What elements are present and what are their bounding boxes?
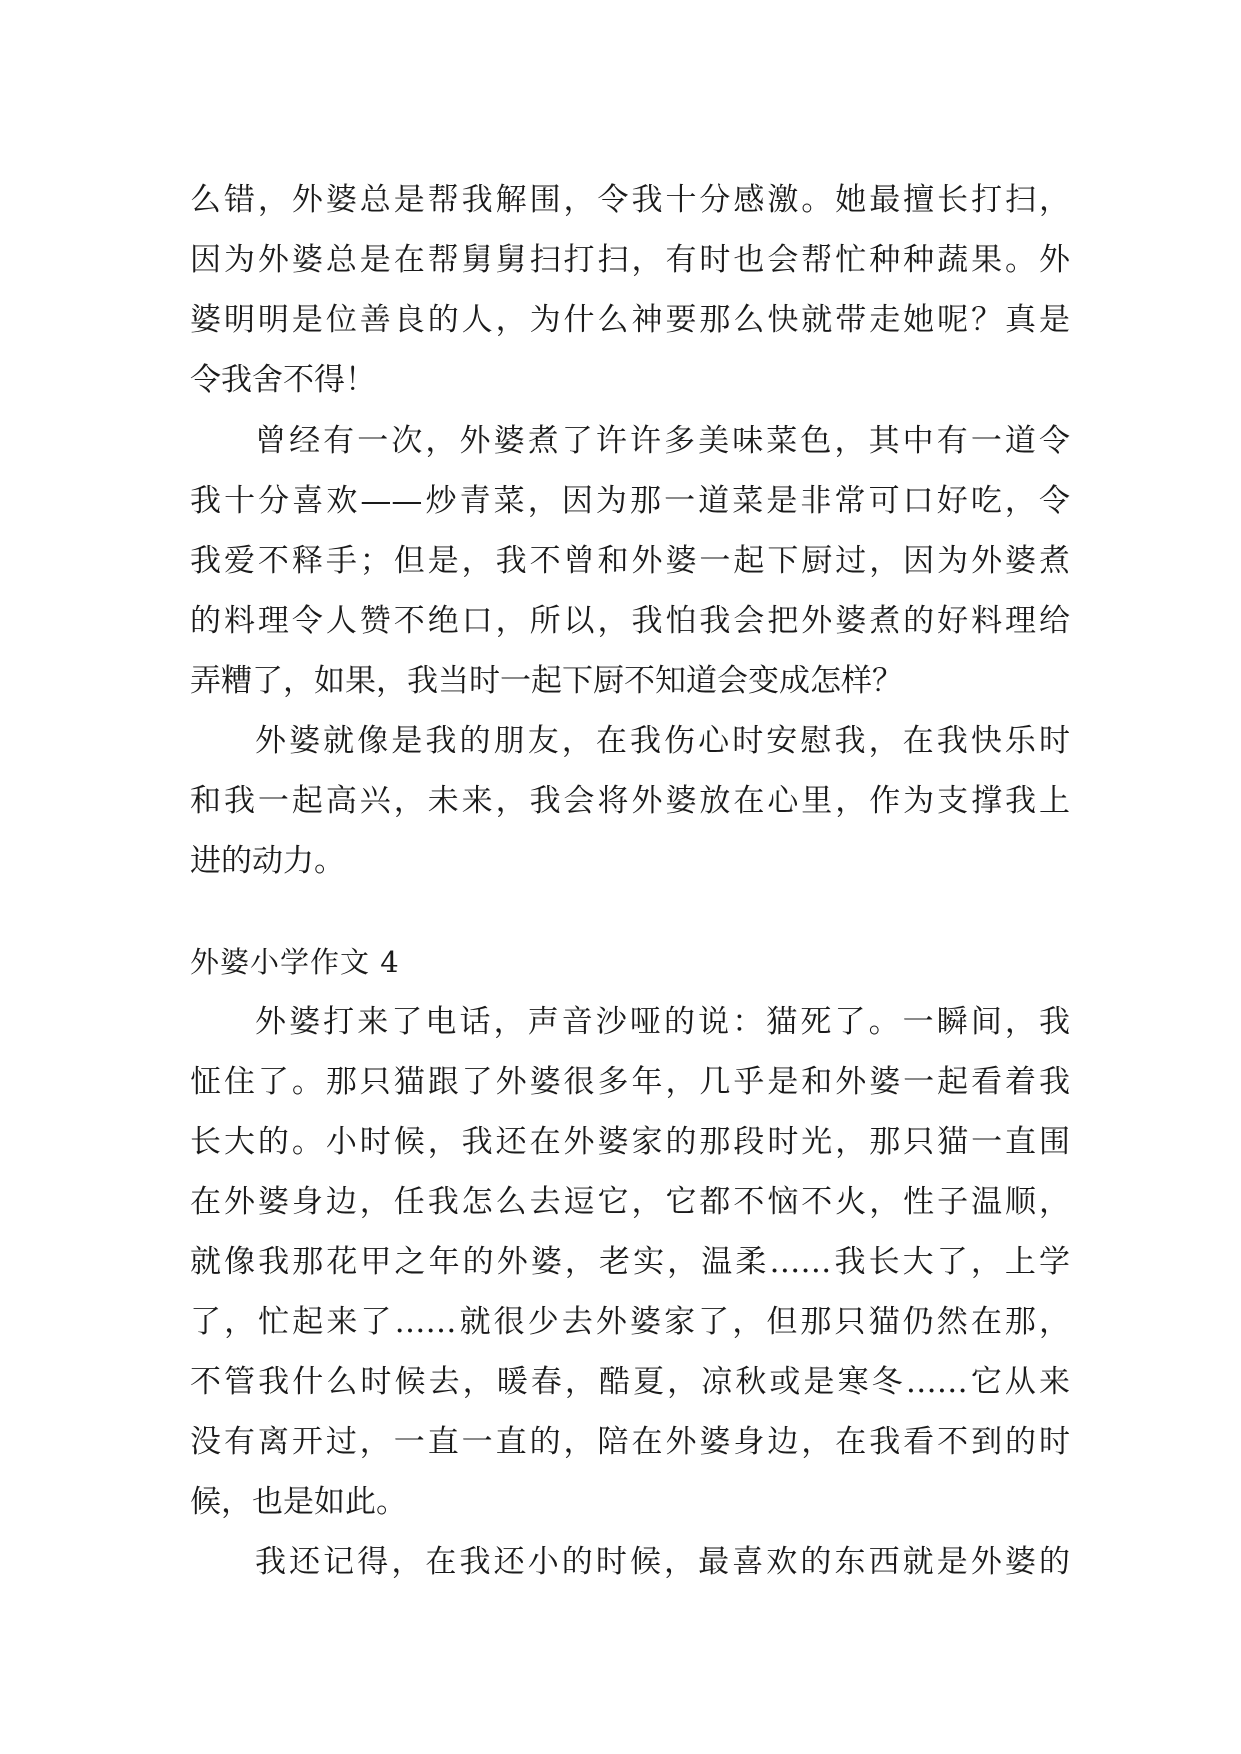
paragraph-line: 么错，外婆总是帮我解围，令我十分感激。她最擅长打扫， [190, 182, 1070, 218]
paragraph-line: 弄糟了，如果，我当时一起下厨不知道会变成怎样？ [190, 663, 903, 699]
paragraph-line: 了，忙起来了……就很少去外婆家了，但那只猫仍然在那， [190, 1304, 1070, 1340]
paragraph-line: 我还记得，在我还小的时候，最喜欢的东西就是外婆的 [255, 1544, 1070, 1580]
paragraph-line: 长大的。小时候，我还在外婆家的那段时光，那只猫一直围 [190, 1124, 1070, 1160]
paragraph-line: 婆明明是位善良的人，为什么神要那么快就带走她呢？真是 [190, 302, 1070, 338]
section-heading: 外婆小学作文 4 [190, 945, 400, 979]
paragraph-line: 令我舍不得！ [190, 362, 376, 398]
paragraph-line: 在外婆身边，任我怎么去逗它，它都不恼不火，性子温顺， [190, 1184, 1070, 1220]
paragraph-line: 不管我什么时候去，暖春，酷夏，凉秋或是寒冬……它从来 [190, 1364, 1070, 1400]
paragraph-line: 我爱不释手；但是，我不曾和外婆一起下厨过，因为外婆煮 [190, 543, 1070, 579]
paragraph-line: 进的动力。 [190, 843, 345, 879]
paragraph-line: 外婆打来了电话，声音沙哑的说：猫死了。一瞬间，我 [255, 1004, 1070, 1040]
paragraph-line: 的料理令人赞不绝口，所以，我怕我会把外婆煮的好料理给 [190, 603, 1070, 639]
paragraph-line: 曾经有一次，外婆煮了许许多美味菜色，其中有一道令 [255, 423, 1070, 459]
paragraph-line: 怔住了。那只猫跟了外婆很多年，几乎是和外婆一起看着我 [190, 1064, 1070, 1100]
paragraph-line: 就像我那花甲之年的外婆，老实，温柔……我长大了，上学 [190, 1244, 1070, 1280]
paragraph-line: 我十分喜欢——炒青菜，因为那一道菜是非常可口好吃，令 [190, 483, 1070, 519]
paragraph-line: 候，也是如此。 [190, 1484, 407, 1520]
paragraph-line: 没有离开过，一直一直的，陪在外婆身边，在我看不到的时 [190, 1424, 1070, 1460]
paragraph-line: 因为外婆总是在帮舅舅扫打扫，有时也会帮忙种种蔬果。外 [190, 242, 1070, 278]
paragraph-line: 和我一起高兴，未来，我会将外婆放在心里，作为支撑我上 [190, 783, 1070, 819]
paragraph-line: 外婆就像是我的朋友，在我伤心时安慰我，在我快乐时 [255, 723, 1070, 759]
